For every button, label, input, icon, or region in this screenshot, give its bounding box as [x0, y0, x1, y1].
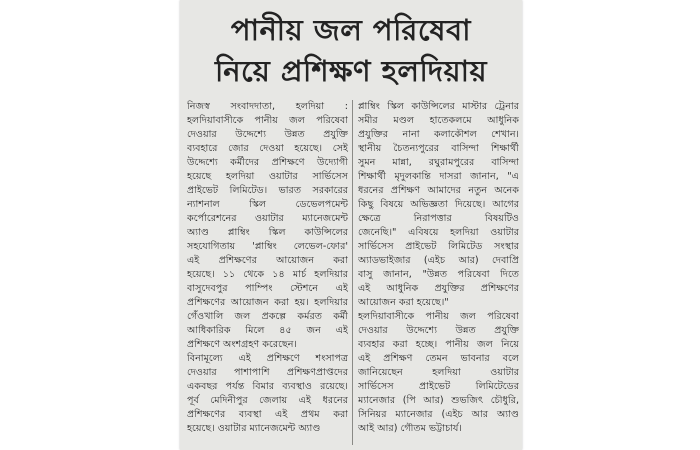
article-text-line: প্রযুক্তির নানা কলাকৌশল শেখান। [358, 129, 519, 140]
article-text-line: এই আধুনিক প্রযুক্তির প্রশিক্ষণের [358, 283, 519, 294]
article-text-line: বিনামূল্যে এই প্রশিক্ষণে শংসাপত্র [187, 353, 348, 364]
article-text-line: প্রাইভেট লিমিটেড। ভারত সরকারের [187, 185, 348, 196]
article-text-line: একবছর পর্যন্ত বিমার ব্যবস্থাও রয়েছে। [187, 381, 348, 392]
article-text-line: সুমন মান্না, রঘুরামপুরের বাসিন্দা [358, 157, 519, 168]
article-text-line: বাসু জানান, "উন্নত পরিষেবা দিতে [358, 269, 519, 280]
article-text-line: নিজস্ব সংবাদদাতা, হলদিয়া : [187, 101, 348, 112]
article-text-line: হয়েছে। ওয়াটার ম্যানেজমেন্ট অ্যাণ্ড [187, 423, 321, 434]
article-text-line: উদ্দেশ্যে কর্মীদের প্রশিক্ষণে উদ্যোগী [187, 157, 348, 168]
article-text-line: সার্ভিসেস প্রাইভেট লিমিটেড সংস্থার [358, 241, 519, 252]
article-text-line: আই আর) গৌতম ভট্টাচার্য। [358, 423, 462, 434]
article-text-line: ধরনের প্রশিক্ষণ আমাদের নতুন অনেক [358, 185, 519, 196]
article-text-line: আধিকারিক মিলে ৪৫ জন এই [187, 325, 348, 336]
article-text-line: ব্যবহারে জোর দেওয়া হয়েছে। সেই [187, 143, 348, 154]
article-text-line: সহযোগিতায় 'প্লাম্বিং লেভেল-ফোর' [187, 241, 348, 252]
article-text-line: ম্যানেজার (পি আর) শুভজিৎ চৌধুরি, [358, 395, 519, 406]
article-text-line: প্রশিক্ষণে অংশগ্রহণ করেছেন। [187, 339, 297, 350]
article-column-right [358, 100, 519, 448]
article-text-line: গেঁওখালি জল প্রকল্পে কর্মরত কর্মী [187, 311, 348, 322]
article-text-line: সার্ভিসেস প্রাইভেট লিমিটেডের [358, 381, 519, 392]
article-text-line: আয়োজন করা হয়েছে।" [358, 297, 449, 308]
article-text-line: কর্পোরেশনের ওয়াটার ম্যানেজমেন্ট [187, 213, 348, 224]
headline-line-1: পানীয় জল পরিষেবা [230, 13, 472, 47]
article-text-line: প্রশিক্ষণের ব্যবস্থা এই প্রথম করা [187, 409, 348, 420]
article-text-line: জানিয়েছেন হলদিয়া ওয়াটার [358, 367, 519, 378]
article-text-line: স্থানীয় চৈতন্যপুরের বাসিন্দা শিক্ষার্থী [358, 143, 519, 154]
article-text-line: শিক্ষার্থী মৃদুলকান্তি দাসরা জানান, "এ [358, 171, 519, 182]
article-text-line: কিছু বিষয়ে অভিজ্ঞতা দিয়েছে। আগের [358, 199, 519, 210]
article-text-line: হয়েছে। ১১ থেকে ১৪ মার্চ হলদিয়ার [187, 269, 348, 280]
article-text-line: অ্যাডভাইজার (এইচ আর) দেবাপ্রি [358, 255, 519, 266]
article-text-line: পূর্ব মেদিনীপুর জেলায় এই ধরনের [187, 395, 348, 406]
article-text-line: সিনিয়র ম্যানেজার (এইচ আর অ্যাণ্ড [358, 409, 519, 420]
article-text-line: হয়েছে হলদিয়া ওয়াটার সার্ভিসেস [187, 171, 348, 182]
article-text-line: দেওয়ার উদ্দেশ্যে উন্নত প্রযুক্তি [187, 129, 348, 140]
article-text-line: বাসুদেবপুর পাম্পিং স্টেশনে এই [187, 283, 348, 294]
article-text-line: এই প্রশিক্ষণ তেমন ভাবনার বলে [358, 353, 519, 364]
article-text-line: হলদিয়াবাসীকে পানীয় জল পরিষেবা [358, 311, 519, 322]
newspaper-clipping [180, 0, 522, 450]
article-text-line: অ্যাণ্ড প্লাম্বিং স্কিল কাউন্সিলের [187, 227, 348, 238]
article-text-line: এই প্রশিক্ষণের আয়োজন করা [187, 255, 348, 266]
article-body [187, 100, 519, 448]
article-text-line: জেনেছি।" এবিষয়ে হলদিয়া ওয়াটার [358, 227, 519, 238]
article-text-line: দেওয়ার উদ্দেশ্যে উন্নত প্রযুক্তি [358, 325, 519, 336]
article-text-line: ক্ষেত্রে নিরাপত্তার বিষয়টিও [358, 213, 519, 224]
article-text-line: দেওয়ার পাশাপাশি প্রশিক্ষণপ্রাপ্তদের [187, 367, 348, 378]
article-text-line: প্রশিক্ষণের আয়োজন করা হয়। হলদিয়ার [187, 297, 348, 308]
article-text-line: প্লাম্বিং স্কিল কাউন্সিলের মাস্টার ট্রেনার [358, 101, 519, 112]
article-text-line: ন্যাশনাল স্কিল ডেভেলপমেন্ট [187, 199, 348, 210]
article-column-left [187, 100, 348, 448]
article-text-line: সমীর মণ্ডল হাতেকলমে আধুনিক [358, 115, 519, 126]
article-text-line: হলদিয়াবাসীকে পানীয় জল পরিষেবা [187, 115, 348, 126]
headline-line-2: নিয়ে প্রশিক্ষণ হলদিয়ায় [214, 54, 488, 88]
article-text-line: ব্যবহার করা হচ্ছে। পানীয় জল নিয়ে [358, 339, 519, 350]
